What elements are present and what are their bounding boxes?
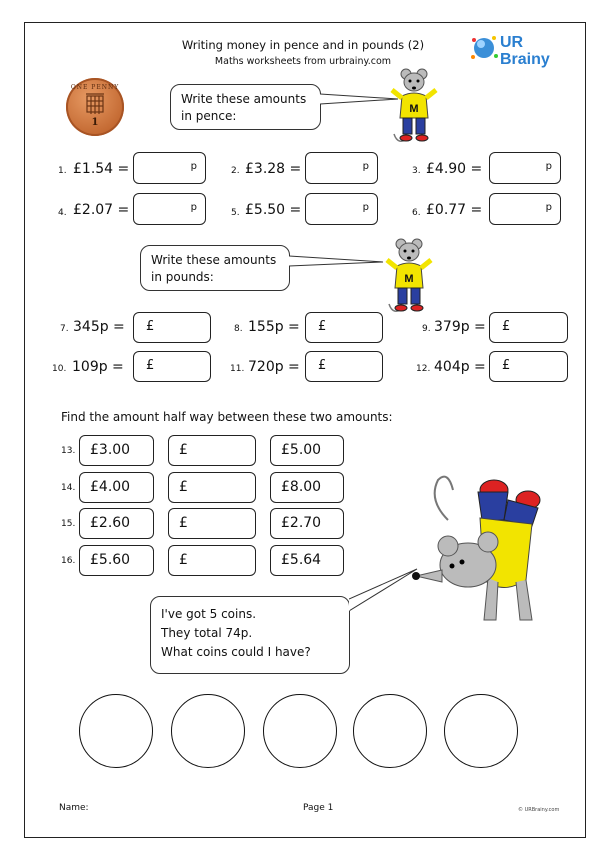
question-number-10: 10. xyxy=(52,364,67,374)
page-subtitle: Maths worksheets from urbrainy.com xyxy=(214,56,392,67)
answer-box-13[interactable]: £ xyxy=(168,435,256,466)
question-number-4: 4. xyxy=(58,208,67,218)
brain-globe-icon xyxy=(470,30,565,70)
pound-unit: £ xyxy=(146,319,155,334)
portcullis-icon xyxy=(85,93,105,115)
pence-unit: p xyxy=(190,161,197,172)
question-amount-7: 345p = xyxy=(73,319,125,335)
question-amount-10: 109p = xyxy=(72,359,124,375)
question-number-11: 11. xyxy=(230,364,245,374)
coin-answer-circle-5[interactable] xyxy=(444,694,518,768)
second-amount-13: £5.00 xyxy=(270,435,344,466)
coin-answer-circle-1[interactable] xyxy=(79,694,153,768)
pence-unit: p xyxy=(362,202,369,213)
speech-pointer-3 xyxy=(349,565,419,615)
answer-box-12[interactable] xyxy=(489,351,568,382)
question-number-16: 16. xyxy=(61,556,76,566)
mouse-mascot-icon xyxy=(385,238,435,320)
pound-unit: £ xyxy=(146,358,155,373)
page-number: Page 1 xyxy=(303,803,334,813)
coin-answer-circle-3[interactable] xyxy=(263,694,337,768)
speech-pointer-1 xyxy=(320,92,400,106)
pence-unit: p xyxy=(545,161,552,172)
question-amount-12: 404p = xyxy=(434,359,486,375)
answer-box-6[interactable] xyxy=(489,193,561,225)
brand-top-text: UR xyxy=(500,34,524,51)
answer-box-16[interactable]: £ xyxy=(168,545,256,576)
mouse-shirt-letter: M xyxy=(404,273,414,285)
halfway-instruction: Find the amount half way between these two amounts: xyxy=(61,410,393,424)
question-number-13: 13. xyxy=(61,446,76,456)
second-amount-16: £5.64 xyxy=(270,545,344,576)
mouse-shirt-letter: M xyxy=(409,103,419,115)
question-amount-11: 720p = xyxy=(248,359,300,375)
question-number-12: 12. xyxy=(416,364,431,374)
question-number-15: 15. xyxy=(61,519,76,529)
page-title: Writing money in pence and in pounds (2) xyxy=(181,38,425,52)
answer-box-11[interactable] xyxy=(305,351,383,382)
coins-line3: What coins could I have? xyxy=(161,645,311,659)
answer-box-9[interactable] xyxy=(489,312,568,343)
second-amount-14: £8.00 xyxy=(270,472,344,503)
name-label: Name: xyxy=(59,803,89,813)
answer-box-8[interactable] xyxy=(305,312,383,343)
pence-prompt-line2: in pence: xyxy=(181,109,237,123)
question-number-6: 6. xyxy=(412,208,421,218)
copyright-notice: © URBrainy.com xyxy=(518,807,560,813)
answer-box-4[interactable] xyxy=(133,193,206,225)
penny-inscription: ONE PENNY xyxy=(70,84,120,91)
pence-instruction-bubble xyxy=(170,84,321,130)
first-amount-15: £2.60 xyxy=(79,508,154,539)
question-number-8: 8. xyxy=(234,324,243,334)
question-number-14: 14. xyxy=(61,483,76,493)
coin-answer-circle-2[interactable] xyxy=(171,694,245,768)
penny-value: 1 xyxy=(91,117,99,128)
pound-unit: £ xyxy=(318,358,327,373)
pound-unit: £ xyxy=(502,358,511,373)
answer-box-1[interactable] xyxy=(133,152,206,184)
answer-box-14[interactable]: £ xyxy=(168,472,256,503)
pence-unit: p xyxy=(190,202,197,213)
question-number-5: 5. xyxy=(231,208,240,218)
question-number-2: 2. xyxy=(231,166,240,176)
answer-box-10[interactable] xyxy=(133,351,211,382)
question-amount-3: £4.90 = xyxy=(426,161,483,177)
question-number-9: 9. xyxy=(422,324,431,334)
question-number-1: 1. xyxy=(58,166,67,176)
question-amount-5: £5.50 = xyxy=(245,202,302,218)
answer-box-7[interactable] xyxy=(133,312,211,343)
question-number-7: 7. xyxy=(60,324,69,334)
pounds-instruction-bubble xyxy=(140,245,290,291)
pounds-prompt-line2: in pounds: xyxy=(151,270,214,284)
pence-prompt-line1: Write these amounts xyxy=(181,92,307,106)
pounds-prompt-line1: Write these amounts xyxy=(151,253,277,267)
question-number-3: 3. xyxy=(412,166,421,176)
coins-line2: They total 74p. xyxy=(161,626,253,640)
question-amount-2: £3.28 = xyxy=(245,161,302,177)
question-amount-9: 379p = xyxy=(434,319,486,335)
coins-question-bubble xyxy=(150,596,350,674)
question-amount-1: £1.54 = xyxy=(73,161,130,177)
pence-unit: p xyxy=(362,161,369,172)
answer-box-3[interactable] xyxy=(489,152,561,184)
handstand-mouse-icon xyxy=(408,470,558,630)
question-amount-8: 155p = xyxy=(248,319,300,335)
answer-box-15[interactable]: £ xyxy=(168,508,256,539)
one-penny-coin-icon xyxy=(66,78,124,136)
first-amount-13: £3.00 xyxy=(79,435,154,466)
speech-pointer-2 xyxy=(289,254,385,268)
first-amount-14: £4.00 xyxy=(79,472,154,503)
question-amount-4: £2.07 = xyxy=(73,202,130,218)
answer-box-5[interactable] xyxy=(305,193,378,225)
pence-unit: p xyxy=(545,202,552,213)
coin-answer-circle-4[interactable] xyxy=(353,694,427,768)
brand-bottom-text: Brainy xyxy=(500,51,550,68)
answer-box-2[interactable] xyxy=(305,152,378,184)
mouse-mascot-icon xyxy=(390,68,440,150)
first-amount-16: £5.60 xyxy=(79,545,154,576)
question-amount-6: £0.77 = xyxy=(426,202,483,218)
urbrainy-logo xyxy=(470,30,565,74)
pound-unit: £ xyxy=(318,319,327,334)
pound-unit: £ xyxy=(502,319,511,334)
coins-line1: I've got 5 coins. xyxy=(161,607,257,621)
second-amount-15: £2.70 xyxy=(270,508,344,539)
